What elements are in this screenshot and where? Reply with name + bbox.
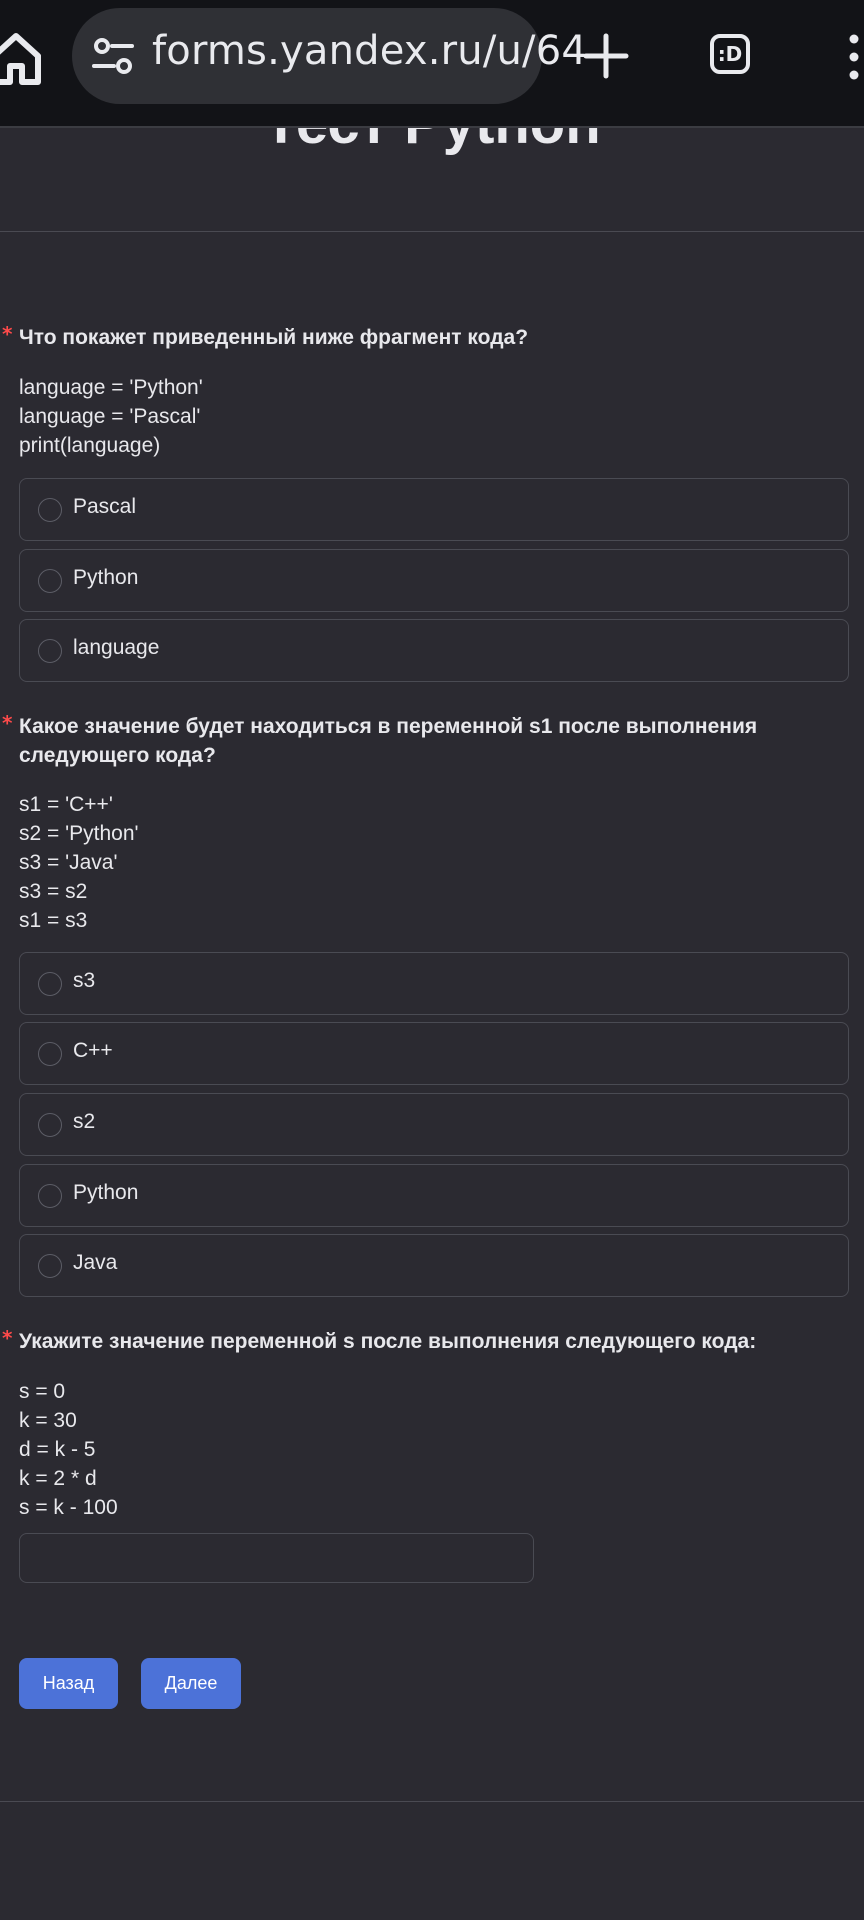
radio-button[interactable] bbox=[38, 1184, 62, 1208]
q1-option-language[interactable] bbox=[19, 619, 849, 682]
browser-toolbar bbox=[0, 0, 864, 128]
question-1-code bbox=[19, 373, 203, 460]
header-divider bbox=[0, 231, 864, 232]
footer-divider bbox=[0, 1801, 864, 1802]
q1-option-python[interactable] bbox=[19, 549, 849, 612]
answer-input[interactable] bbox=[19, 1533, 534, 1583]
radio-button[interactable] bbox=[38, 569, 62, 593]
q1-option-pascal[interactable] bbox=[19, 478, 849, 541]
code-line: k = 2 * d bbox=[19, 1467, 97, 1490]
site-settings-icon[interactable] bbox=[92, 36, 134, 76]
back-button[interactable]: Назад bbox=[19, 1658, 118, 1709]
question-2-title bbox=[19, 712, 839, 770]
radio-button[interactable] bbox=[38, 1042, 62, 1066]
radio-button[interactable] bbox=[38, 498, 62, 522]
code-line: d = k - 5 bbox=[19, 1438, 96, 1461]
option-label: Java bbox=[73, 1251, 118, 1274]
radio-button[interactable] bbox=[38, 1113, 62, 1137]
tabs-icon[interactable]: :D bbox=[710, 34, 750, 74]
q2-option-python[interactable] bbox=[19, 1164, 849, 1227]
option-label: s2 bbox=[73, 1110, 96, 1133]
code-line: language = 'Pascal' bbox=[19, 405, 201, 428]
required-marker: * bbox=[2, 711, 13, 735]
q2-option-java[interactable] bbox=[19, 1234, 849, 1297]
code-line: s2 = 'Python' bbox=[19, 822, 139, 845]
address-bar[interactable] bbox=[72, 8, 588, 104]
code-line: k = 30 bbox=[19, 1409, 77, 1432]
q2-option-s2[interactable] bbox=[19, 1093, 849, 1156]
code-line: s = k - 100 bbox=[19, 1496, 118, 1519]
required-marker: * bbox=[2, 322, 13, 346]
question-3-code bbox=[19, 1377, 118, 1522]
next-button[interactable]: Далее bbox=[141, 1658, 241, 1709]
url-text[interactable]: forms.yandex.ru/u/64 bbox=[152, 28, 588, 74]
option-label: Pascal bbox=[73, 495, 137, 518]
option-label: Python bbox=[73, 1181, 139, 1204]
plus-icon[interactable] bbox=[584, 34, 628, 78]
menu-icon[interactable] bbox=[844, 34, 864, 80]
question-2-title-line: Какое значение будет находиться в переменной s1 после выполнения bbox=[19, 715, 758, 738]
radio-button[interactable] bbox=[38, 639, 62, 663]
code-line: language = 'Python' bbox=[19, 376, 203, 399]
question-1-title: Что покажет приведенный ниже фрагмент кода? bbox=[19, 326, 529, 349]
code-line: s3 = 'Java' bbox=[19, 851, 118, 874]
question-3-title: Укажите значение переменной s после выполнения следующего кода: bbox=[19, 1330, 757, 1353]
code-line: s1 = 'C++' bbox=[19, 793, 113, 816]
question-2-code bbox=[19, 790, 139, 935]
q2-option-s3[interactable] bbox=[19, 952, 849, 1015]
code-line: print(language) bbox=[19, 434, 161, 457]
code-line: s1 = s3 bbox=[19, 909, 88, 932]
option-label: s3 bbox=[73, 969, 96, 992]
code-line: s3 = s2 bbox=[19, 880, 88, 903]
code-line: s = 0 bbox=[19, 1380, 66, 1403]
question-2-title-line: следующего кода? bbox=[19, 744, 216, 767]
option-label: language bbox=[73, 636, 160, 659]
radio-button[interactable] bbox=[38, 1254, 62, 1278]
required-marker: * bbox=[2, 1326, 13, 1350]
home-icon[interactable] bbox=[0, 22, 42, 90]
q2-option-cpp[interactable] bbox=[19, 1022, 849, 1085]
radio-button[interactable] bbox=[38, 972, 62, 996]
option-label: C++ bbox=[73, 1039, 113, 1062]
option-label: Python bbox=[73, 566, 139, 589]
